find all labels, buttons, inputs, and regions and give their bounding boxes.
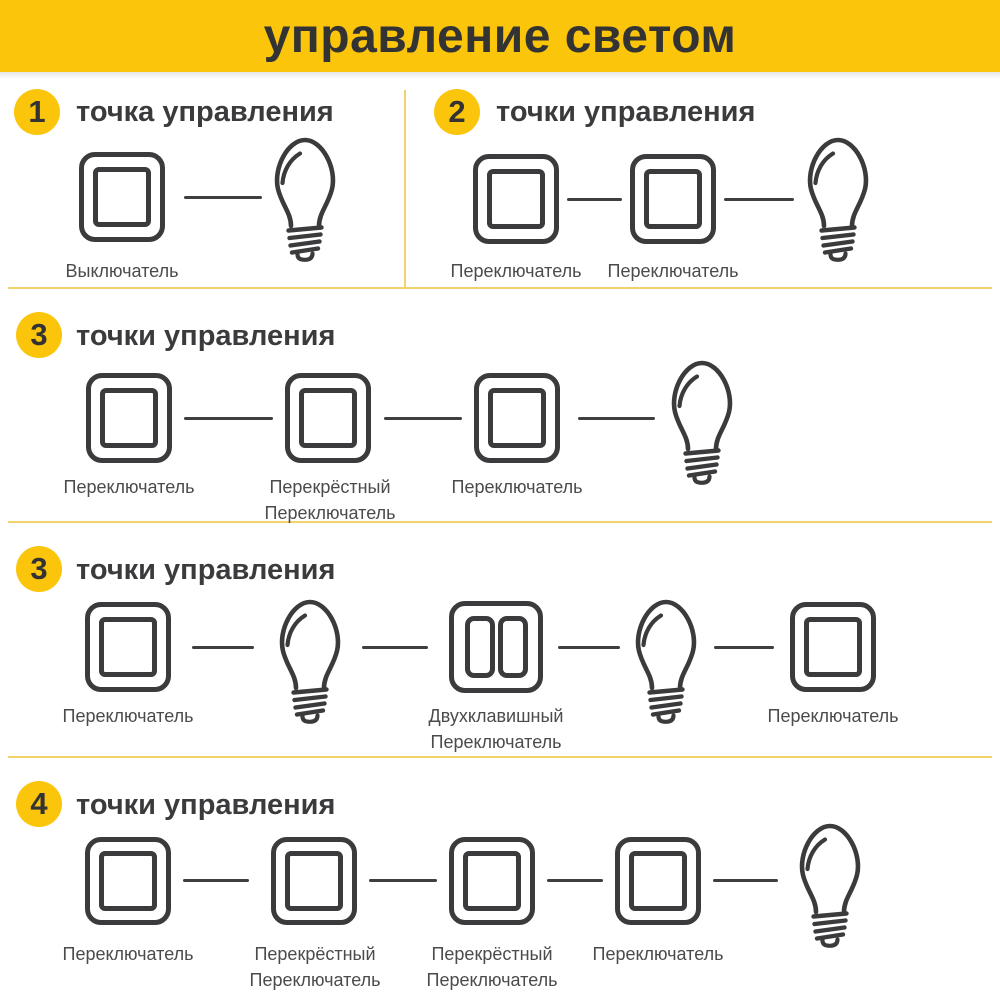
switch-icon bbox=[271, 837, 357, 925]
switch-key bbox=[629, 851, 687, 911]
device-label-line: Переключатель bbox=[249, 970, 381, 990]
light-bulb-icon bbox=[269, 134, 341, 262]
light-bulb-icon bbox=[794, 820, 866, 948]
switch-icon bbox=[474, 373, 560, 463]
switch-icon bbox=[790, 602, 876, 692]
wire-line bbox=[567, 198, 622, 201]
double-switch-icon bbox=[449, 601, 543, 693]
switch-key bbox=[100, 388, 158, 448]
section-title: точки управления bbox=[76, 554, 336, 586]
number-badge: 3 bbox=[16, 312, 62, 358]
switch-icon bbox=[79, 152, 165, 242]
device-label bbox=[451, 258, 582, 284]
header bbox=[0, 0, 1000, 72]
switch-icon bbox=[449, 837, 535, 925]
section-title: точка управления bbox=[76, 96, 334, 128]
section-three-control-points-a bbox=[0, 288, 1000, 522]
switch-key bbox=[644, 169, 702, 229]
section-three-control-points-b bbox=[0, 522, 1000, 757]
wire-line bbox=[578, 417, 655, 420]
device-label bbox=[452, 474, 583, 500]
number-badge: 3 bbox=[16, 546, 62, 592]
device-label-line: Переключатель bbox=[430, 732, 562, 752]
switch-key bbox=[488, 388, 546, 448]
page-title: управление светом bbox=[263, 9, 737, 63]
device-label bbox=[64, 474, 195, 500]
switch-key-right bbox=[498, 616, 528, 678]
device-label bbox=[250, 941, 381, 993]
switch-key bbox=[99, 851, 157, 911]
wire-line bbox=[714, 646, 774, 649]
device-label-line: Переключатель bbox=[607, 261, 739, 281]
device-label-line: Двухклавишный bbox=[428, 706, 564, 726]
section-title: точки управления bbox=[496, 96, 756, 128]
device-label-line: Перекрёстный bbox=[269, 477, 391, 497]
switch-key-left bbox=[465, 616, 495, 678]
device-label-line: Переключатель bbox=[62, 944, 194, 964]
switch-key bbox=[93, 167, 151, 227]
switch-key bbox=[463, 851, 521, 911]
wire-line bbox=[184, 417, 273, 420]
switch-icon bbox=[473, 154, 559, 244]
wire-line bbox=[369, 879, 437, 882]
wire-line bbox=[558, 646, 620, 649]
device-label-line: Переключатель bbox=[426, 970, 558, 990]
wire-line bbox=[713, 879, 778, 882]
switch-key bbox=[804, 617, 862, 677]
light-bulb-icon bbox=[274, 596, 346, 724]
switch-key bbox=[487, 169, 545, 229]
wire-line bbox=[547, 879, 603, 882]
device-label bbox=[63, 703, 194, 729]
switch-key bbox=[285, 851, 343, 911]
switch-icon bbox=[85, 837, 171, 925]
device-label-line: Выключатель bbox=[65, 261, 179, 281]
wire-line bbox=[362, 646, 428, 649]
device-label-line: Переключатель bbox=[451, 477, 583, 497]
section-title: точки управления bbox=[76, 320, 336, 352]
device-label-line: Переключатель bbox=[767, 706, 899, 726]
switch-icon bbox=[615, 837, 701, 925]
device-label-line: Переключатель bbox=[264, 503, 396, 523]
device-label-line: Перекрёстный bbox=[254, 944, 376, 964]
wire-line bbox=[183, 879, 249, 882]
light-bulb-icon bbox=[630, 596, 702, 724]
wire-line bbox=[384, 417, 462, 420]
light-bulb-icon bbox=[802, 134, 874, 262]
device-label-line: Переключатель bbox=[592, 944, 724, 964]
device-label bbox=[427, 941, 558, 993]
device-label bbox=[768, 703, 899, 729]
section-four-control-points bbox=[0, 757, 1000, 1000]
switch-icon bbox=[285, 373, 371, 463]
device-label bbox=[66, 258, 179, 284]
switch-key bbox=[99, 617, 157, 677]
number-badge: 4 bbox=[16, 781, 62, 827]
wire-line bbox=[184, 196, 262, 199]
device-label bbox=[265, 474, 396, 526]
device-label bbox=[608, 258, 739, 284]
device-label-line: Переключатель bbox=[62, 706, 194, 726]
light-bulb-icon bbox=[666, 357, 738, 485]
device-label bbox=[63, 941, 194, 967]
device-label-line: Переключатель bbox=[63, 477, 195, 497]
switch-key bbox=[299, 388, 357, 448]
device-label bbox=[593, 941, 724, 967]
section-title: точки управления bbox=[76, 789, 336, 821]
switch-icon bbox=[85, 602, 171, 692]
device-label-line: Перекрёстный bbox=[431, 944, 553, 964]
device-label bbox=[429, 703, 564, 755]
number-badge: 2 bbox=[434, 89, 480, 135]
device-label-line: Переключатель bbox=[450, 261, 582, 281]
switch-icon bbox=[630, 154, 716, 244]
wire-line bbox=[724, 198, 794, 201]
wire-line bbox=[192, 646, 254, 649]
section-one-control-point bbox=[0, 72, 405, 288]
section-two-control-points bbox=[405, 72, 1000, 288]
number-badge: 1 bbox=[14, 89, 60, 135]
switch-icon bbox=[86, 373, 172, 463]
